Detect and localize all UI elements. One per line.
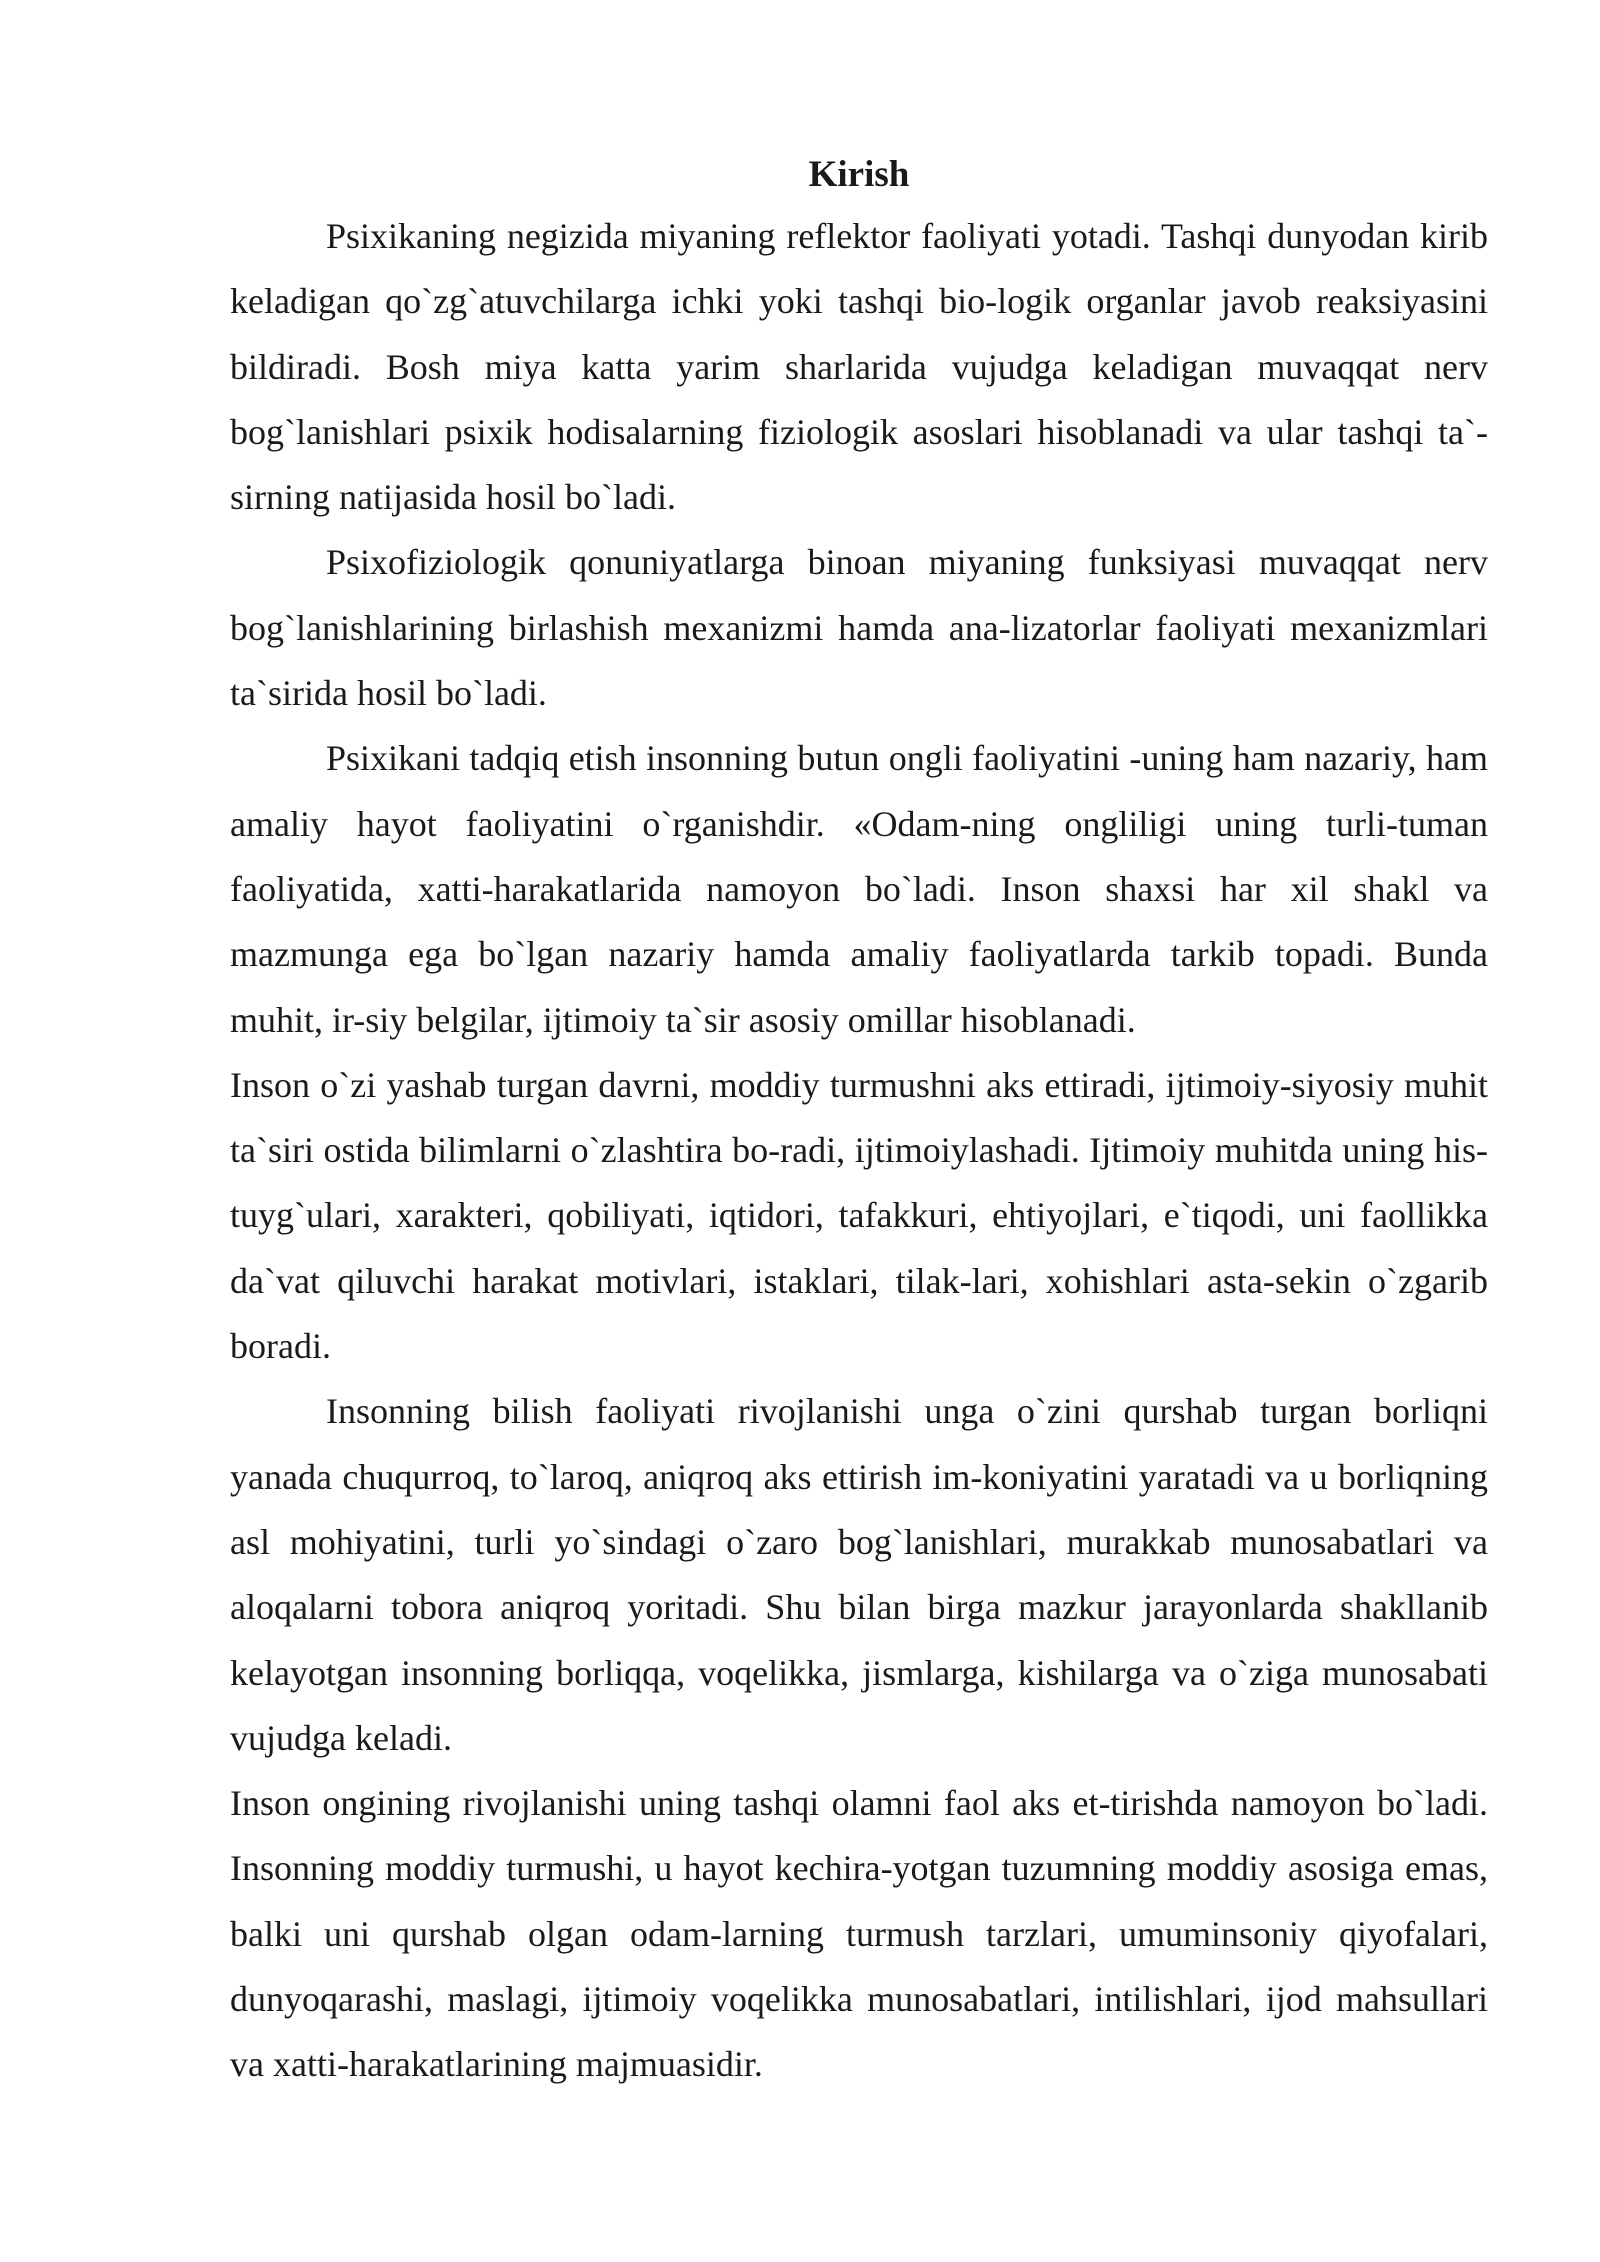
- paragraph-4: Inson o`zi yashab turgan davrni, moddiy turmushni aks ettiradi, ijtimoiy-siyosiy muhit ta`siri ostida bilimlarni o`zlashtira bo-radi, ijtimoiylashadi. Ijtimoiy muhitda uning his-tuyg`ulari, xarakteri, qobiliyati, iqtidori, tafakkuri, ehtiyojlari, e`tiqodi, uni faollikka da`vat qiluvchi harakat motivlari, istaklari, tilak-lari, xohishlari asta-sekin o`zgarib boradi.: [230, 1064, 1488, 1367]
- paragraph-1: Psixikaning negizida miyaning reflektor faoliyati yotadi. Tashqi dunyodan kirib keladigan qo`zg`atuvchilarga ichki yoki tashqi bio-logik organlar javob reaksiyasini bildiradi. Bosh miya katta yarim sharlarida vujudga keladigan muvaqqat nerv bog`lanishlari psixik hodisalarning fiziologik asoslari hisoblanadi va ular tashqi ta`-sirning natijasida hosil bo`ladi.: [230, 216, 1488, 518]
- document-page: [230, 150, 1488, 2098]
- document-title: Kirish: [808, 154, 910, 195]
- paragraph-2: Psixofiziologik qonuniyatlarga binoan miyaning funksiyasi muvaqqat nerv bog`lanishlarining birlashish mexanizmi hamda ana-lizatorlar faoliyati mexanizmlari ta`sirida hosil bo`ladi.: [230, 542, 1488, 714]
- paragraph-6: Inson ongining rivojlanishi uning tashqi olamni faol aks et-tirishda namoyon bo`ladi. Insonning moddiy turmushi, u hayot kechira-yotgan tuzumning moddiy asosiga emas, balki uni qurshab olgan odam-larning turmush tarzlari, umuminsoniy qiyofalari, dunyoqarashi, maslagi, ijtimoiy voqelikka munosabatlari, intilishlari, ijod mahsullari va xatti-harakatlarining majmuasidir.: [230, 1783, 1488, 2085]
- paragraph-3: Psixikani tadqiq etish insonning butun ongli faoliyatini -uning ham nazariy, ham amaliy hayot faoliyatini o`rganishdir. «Odam-ning ongliligi uning turli-tuman faoliyatida, xatti-harakatlarida namoyon bo`ladi. Inson shaxsi har xil shakl va mazmunga ega bo`lgan nazariy hamda amaliy faoliyatlarda tarkib topadi. Bunda muhit, ir-siy belgilar, ijtimoiy ta`sir asosiy omillar hisoblanadi.: [230, 738, 1488, 1040]
- paragraph-5: Insonning bilish faoliyati rivojlanishi unga o`zini qurshab turgan borliqni yanada chuqurroq, to`laroq, aniqroq aks ettirish im-koniyatini yaratadi va u borliqning asl mohiyatini, turli yo`sindagi o`zaro bog`lanishlari, murakkab munosabatlari va aloqalarni tobora aniqroq yoritadi. Shu bilan birga mazkur jarayonlarda shakllanib kelayotgan insonning borliqqa, voqelikka, jismlarga, kishilarga va o`ziga munosabati vujudga keladi.: [230, 1391, 1488, 1758]
